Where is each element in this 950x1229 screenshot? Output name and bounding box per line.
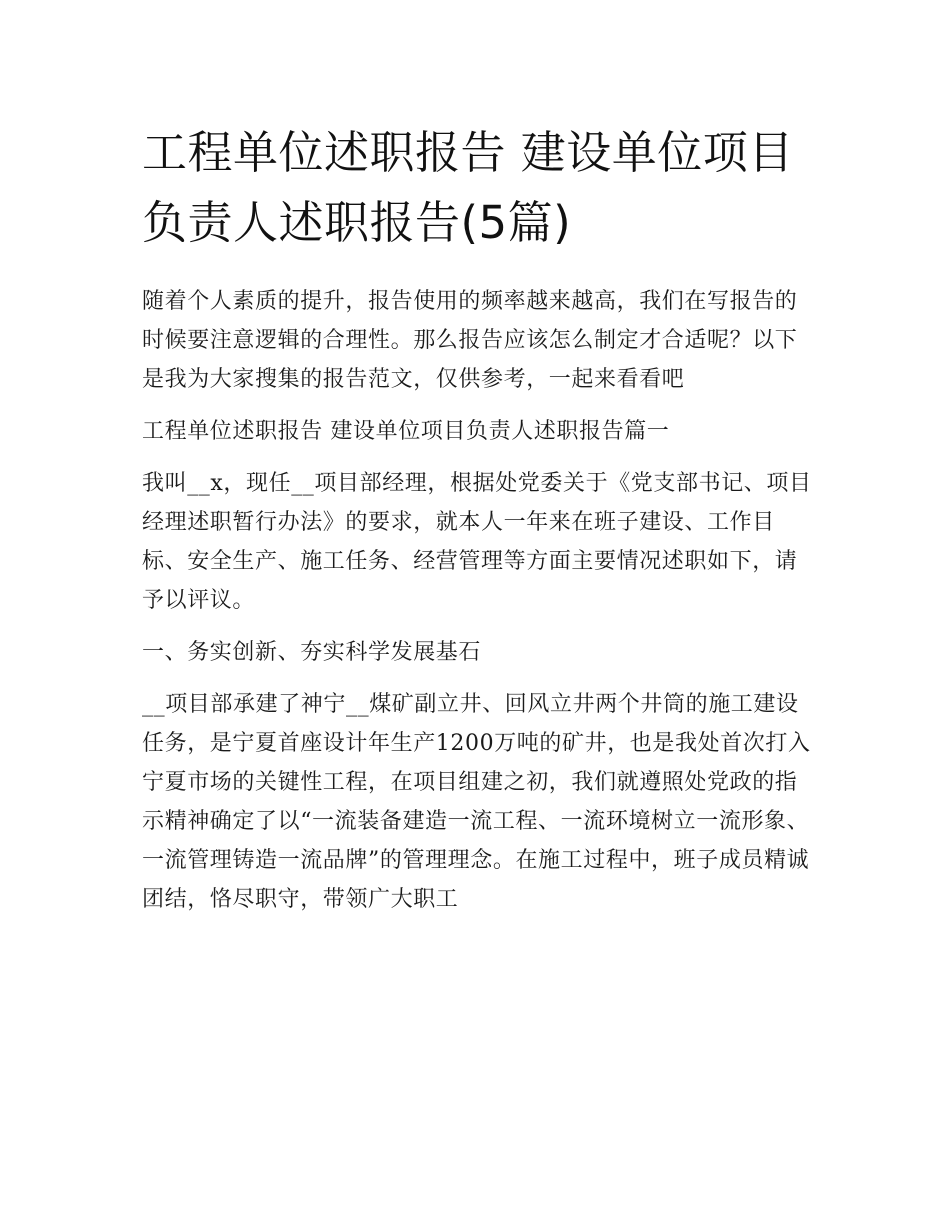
section-heading: 工程单位述职报告 建设单位项目负责人述职报告篇一 [142,419,670,444]
document-title: 工程单位述职报告 建设单位项目负责人述职报告(5篇) [142,126,794,249]
document-body [142,282,814,932]
subsection-heading: 一、务实创新、夯实科学发展基石 [142,640,482,665]
body-paragraph: __项目部承建了神宁__煤矿副立井、回风立井两个井筒的施工建设任务，是宁夏首座设计年生产1200万吨的矿井，也是我处首次打入宁夏市场的关键性工程，在项目组建之初，我们就遵照处党政的指示精神确定了以“一流装备建造一流工程、一流环境树立一流形象、一流管理铸造一流品牌”的管理理念。在施工过程中，班子成员精诚团结，恪尽职守，带领广大职工 [142,692,811,912]
intro-paragraph: 随着个人素质的提升，报告使用的频率越来越高，我们在写报告的时候要注意逻辑的合理性。那么报告应该怎么制定才合适呢？以下是我为大家搜集的报告范文，仅供参考，一起来看看吧 [142,289,798,392]
body-paragraph: 我叫__x，现任__项目部经理，根据处党委关于《党支部书记、项目经理述职暂行办法》的要求，就本人一年来在班子建设、工作目标、安全生产、施工任务、经营管理等方面主要情况述职如下，请予以评议。 [142,471,812,613]
